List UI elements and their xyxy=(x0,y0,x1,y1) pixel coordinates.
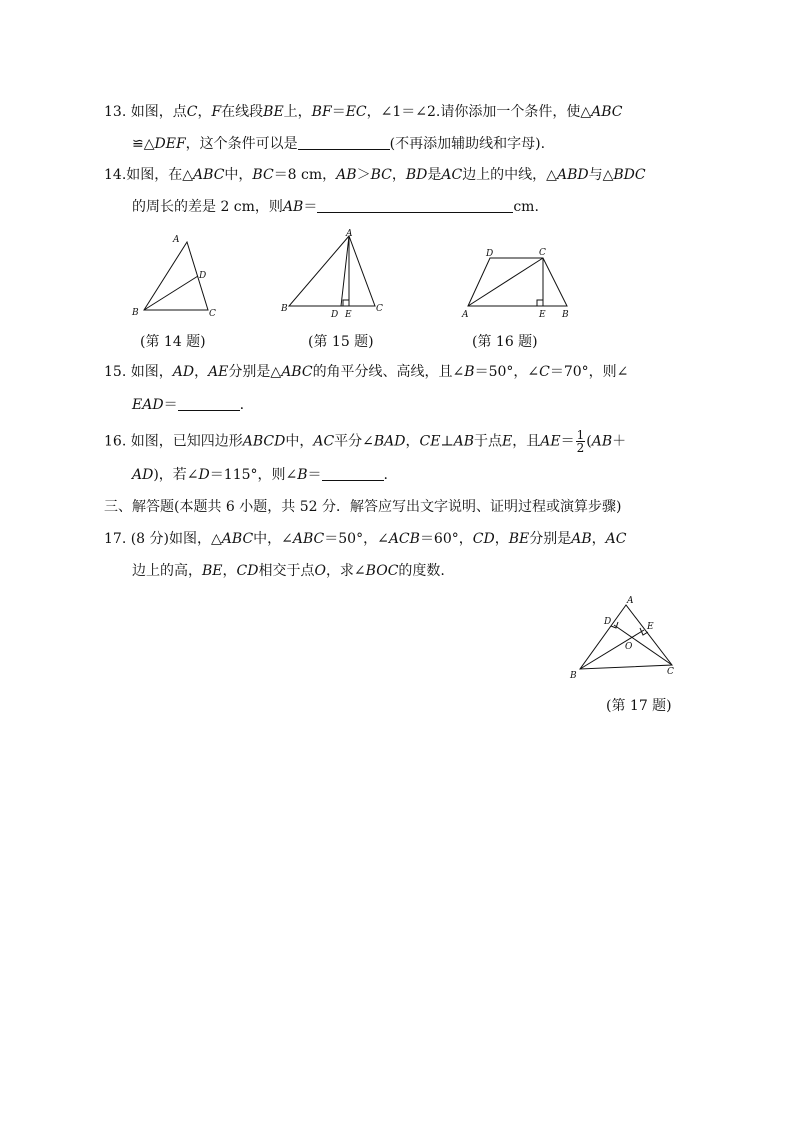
fig17-label-a: A xyxy=(627,596,634,606)
fig17-label-b: B xyxy=(570,671,577,681)
q15-answer-blank[interactable] xyxy=(178,396,240,411)
q16-line2: AD)，若∠D＝115°，则∠B＝ . xyxy=(132,467,388,483)
fig16-right-angle-mark xyxy=(537,300,543,306)
q15-number: 15. xyxy=(104,364,127,380)
fig17-label-o: O xyxy=(625,642,633,652)
caption-fig14: (第 14 题) xyxy=(140,334,206,350)
fig16-label-e: E xyxy=(539,310,546,320)
q13-number: 13. xyxy=(104,104,127,120)
q13-line1: 13. 如图，点C，F在线段BE上，BF＝EC，∠1＝∠2.请你添加一个条件，使△ABC xyxy=(104,104,623,120)
fig16-label-b: B xyxy=(562,310,569,320)
fig17-triangle xyxy=(580,605,672,669)
q17-line2: 边上的高，BE，CD相交于点O，求∠BOC的度数. xyxy=(132,563,445,579)
fig16-label-c: C xyxy=(539,248,546,258)
fig17-label-d: D xyxy=(604,617,612,627)
fig15-label-d: D xyxy=(331,310,339,320)
fig16-quadrilateral xyxy=(468,258,567,306)
fig16-label-a: A xyxy=(462,310,469,320)
q16-number: 16. xyxy=(104,433,127,450)
fraction-one-half: $\frac{1}{2}$ xyxy=(576,428,585,455)
caption-fig17: (第 17 题) xyxy=(606,698,672,714)
fig14-label-b: B xyxy=(132,308,139,318)
section-3-heading: 三、解答题(本题共 6 小题，共 52 分．解答应写出文字说明、证明过程或演算步骤) xyxy=(104,499,622,515)
fig17-altitude-be xyxy=(580,630,644,669)
fig15-right-angle-mark xyxy=(343,300,349,306)
fig14-label-c: C xyxy=(209,309,216,319)
q14-line1: 14.如图，在△ABC中，BC＝8 cm，AB＞BC，BD是AC边上的中线，△ABD与△BDC xyxy=(104,167,646,183)
q16-line1: 16. 如图，已知四边形ABCD中，AC平分∠BAD，CE⊥AB于点E，且AE＝ $\frac{1}{2}$ (AB＋ xyxy=(104,428,627,455)
q15-line1: 15. 如图，AD，AE分别是△ABC的角平分线、高线，且∠B＝50°，∠C＝70°，则∠ xyxy=(104,364,629,380)
fig15-triangle xyxy=(289,236,375,306)
q17-line1: 17. (8 分)如图，△ABC中，∠ABC＝50°，∠ACB＝60°，CD，BE分别是AB，AC xyxy=(104,531,627,547)
fig14-median-bd xyxy=(144,276,198,310)
fig17-label-c: C xyxy=(667,667,674,677)
fig17-label-e: E xyxy=(647,622,654,632)
fig15-label-e: E xyxy=(345,310,352,320)
caption-fig16: (第 16 题) xyxy=(472,334,538,350)
q17-number: 17. xyxy=(104,531,127,547)
caption-fig15: (第 15 题) xyxy=(308,334,374,350)
q14-number: 14. xyxy=(104,167,127,183)
fig16-label-d: D xyxy=(486,249,494,259)
q14-line2: 的周长的差是 2 cm，则AB＝ cm. xyxy=(132,199,539,215)
q15-line2: EAD＝ . xyxy=(132,397,245,413)
q13-line2: ≌△DEF，这个条件可以是 (不再添加辅助线和字母). xyxy=(132,136,546,152)
fig15-label-b: B xyxy=(281,304,288,314)
fig15-bisector-ad xyxy=(341,236,349,306)
fig15-label-a: A xyxy=(346,229,353,239)
fig14-label-a: A xyxy=(173,235,180,245)
q16-answer-blank[interactable] xyxy=(322,466,384,481)
fig15-label-c: C xyxy=(376,304,383,314)
fig14-label-d: D xyxy=(199,271,207,281)
